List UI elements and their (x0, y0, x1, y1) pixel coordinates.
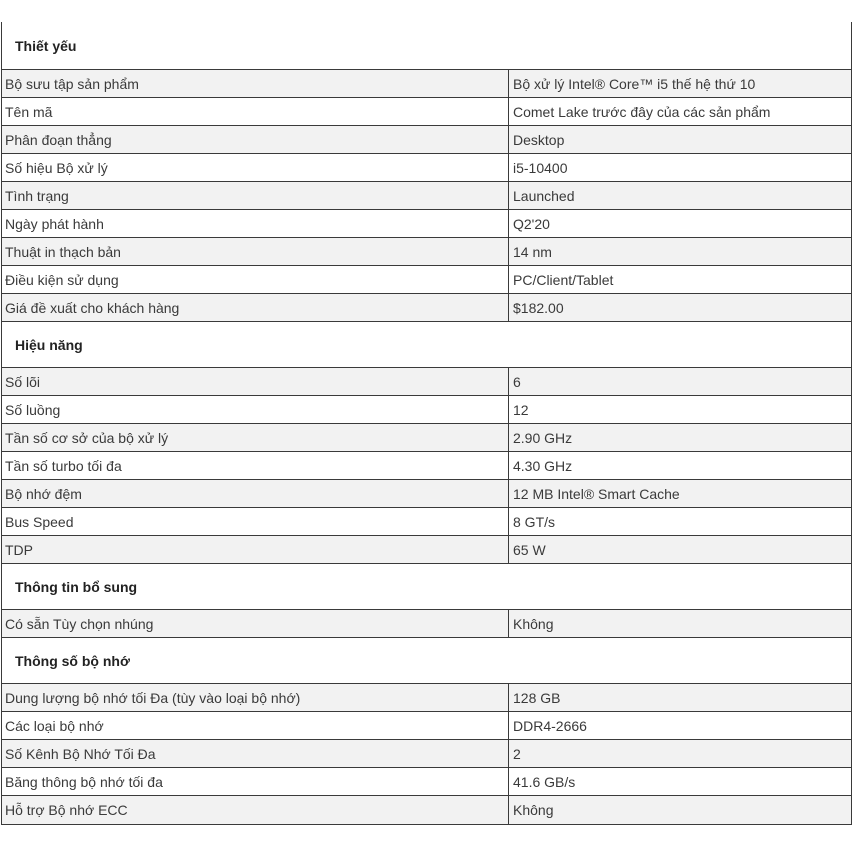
spec-label: Tình trạng (2, 182, 509, 209)
spec-label: Phân đoạn thẳng (2, 126, 509, 153)
table-row (2, 508, 851, 536)
spec-value: 8 GT/s (513, 513, 556, 530)
spec-label: Số luồng (2, 396, 509, 423)
spec-label: Số Kênh Bộ Nhớ Tối Đa (2, 740, 509, 767)
table-row (2, 126, 851, 154)
spec-value: 12 (513, 401, 529, 418)
section-header: Hiệu năng (2, 322, 851, 368)
table-row (2, 98, 851, 126)
table-row (2, 182, 851, 210)
table-row (2, 712, 851, 740)
spec-value: Bộ xử lý Intel® Core™ i5 thế hệ thứ 10 (513, 75, 756, 92)
table-row (2, 740, 851, 768)
spec-value: Không (513, 615, 554, 632)
spec-value: 14 nm (513, 243, 552, 260)
spec-label: Số lõi (2, 368, 509, 395)
table-row (2, 70, 851, 98)
spec-value: DDR4-2666 (513, 717, 587, 734)
spec-label: Hỗ trợ Bộ nhớ ECC (2, 796, 509, 824)
spec-value: Desktop (513, 131, 565, 148)
spec-label: Ngày phát hành (2, 210, 509, 237)
spec-value: 128 GB (513, 689, 561, 706)
spec-label: Dung lượng bộ nhớ tối Đa (tùy vào loại bộ nhớ) (2, 684, 509, 711)
spec-value: Q2'20 (513, 215, 550, 232)
spec-label: Có sẵn Tùy chọn nhúng (2, 610, 509, 637)
table-row (2, 768, 851, 796)
table-row (2, 610, 851, 638)
section-header: Thông tin bổ sung (2, 564, 851, 610)
spec-value: 41.6 GB/s (513, 773, 576, 790)
spec-table (1, 22, 852, 825)
spec-label: Tần số cơ sở của bộ xử lý (2, 424, 509, 451)
table-row (2, 480, 851, 508)
spec-label: Điều kiện sử dụng (2, 266, 509, 293)
section-header: Thiết yếu (2, 22, 851, 70)
table-row (2, 266, 851, 294)
spec-value: 2 (513, 745, 521, 762)
spec-value: 6 (513, 373, 521, 390)
table-row (2, 154, 851, 182)
spec-value: Launched (513, 187, 575, 204)
table-row (2, 294, 851, 322)
spec-label: Giá đề xuất cho khách hàng (2, 294, 509, 321)
spec-value: i5-10400 (513, 159, 568, 176)
table-row (2, 238, 851, 266)
table-row (2, 424, 851, 452)
spec-label: Bus Speed (2, 508, 509, 535)
spec-value: PC/Client/Tablet (513, 271, 614, 288)
table-row (2, 536, 851, 564)
spec-value: 4.30 GHz (513, 457, 573, 474)
spec-value: 2.90 GHz (513, 429, 573, 446)
table-row (2, 396, 851, 424)
spec-label: Số hiệu Bộ xử lý (2, 154, 509, 181)
table-row (2, 684, 851, 712)
spec-label: TDP (2, 536, 509, 563)
spec-label: Bộ sưu tập sản phẩm (2, 70, 509, 97)
spec-label: Tên mã (2, 98, 509, 125)
table-row (2, 452, 851, 480)
table-row (2, 368, 851, 396)
spec-value: $182.00 (513, 299, 564, 316)
table-row (2, 210, 851, 238)
spec-value: 65 W (513, 541, 546, 558)
table-row (2, 796, 851, 824)
spec-value: Không (513, 802, 554, 818)
spec-label: Thuật in thạch bản (2, 238, 509, 265)
section-header: Thông số bộ nhớ (2, 638, 851, 684)
spec-label: Bộ nhớ đệm (2, 480, 509, 507)
spec-label: Tần số turbo tối đa (2, 452, 509, 479)
spec-value: Comet Lake trước đây của các sản phẩm (513, 103, 771, 120)
spec-label: Các loại bộ nhớ (2, 712, 509, 739)
spec-value: 12 MB Intel® Smart Cache (513, 485, 680, 502)
spec-label: Băng thông bộ nhớ tối đa (2, 768, 509, 795)
